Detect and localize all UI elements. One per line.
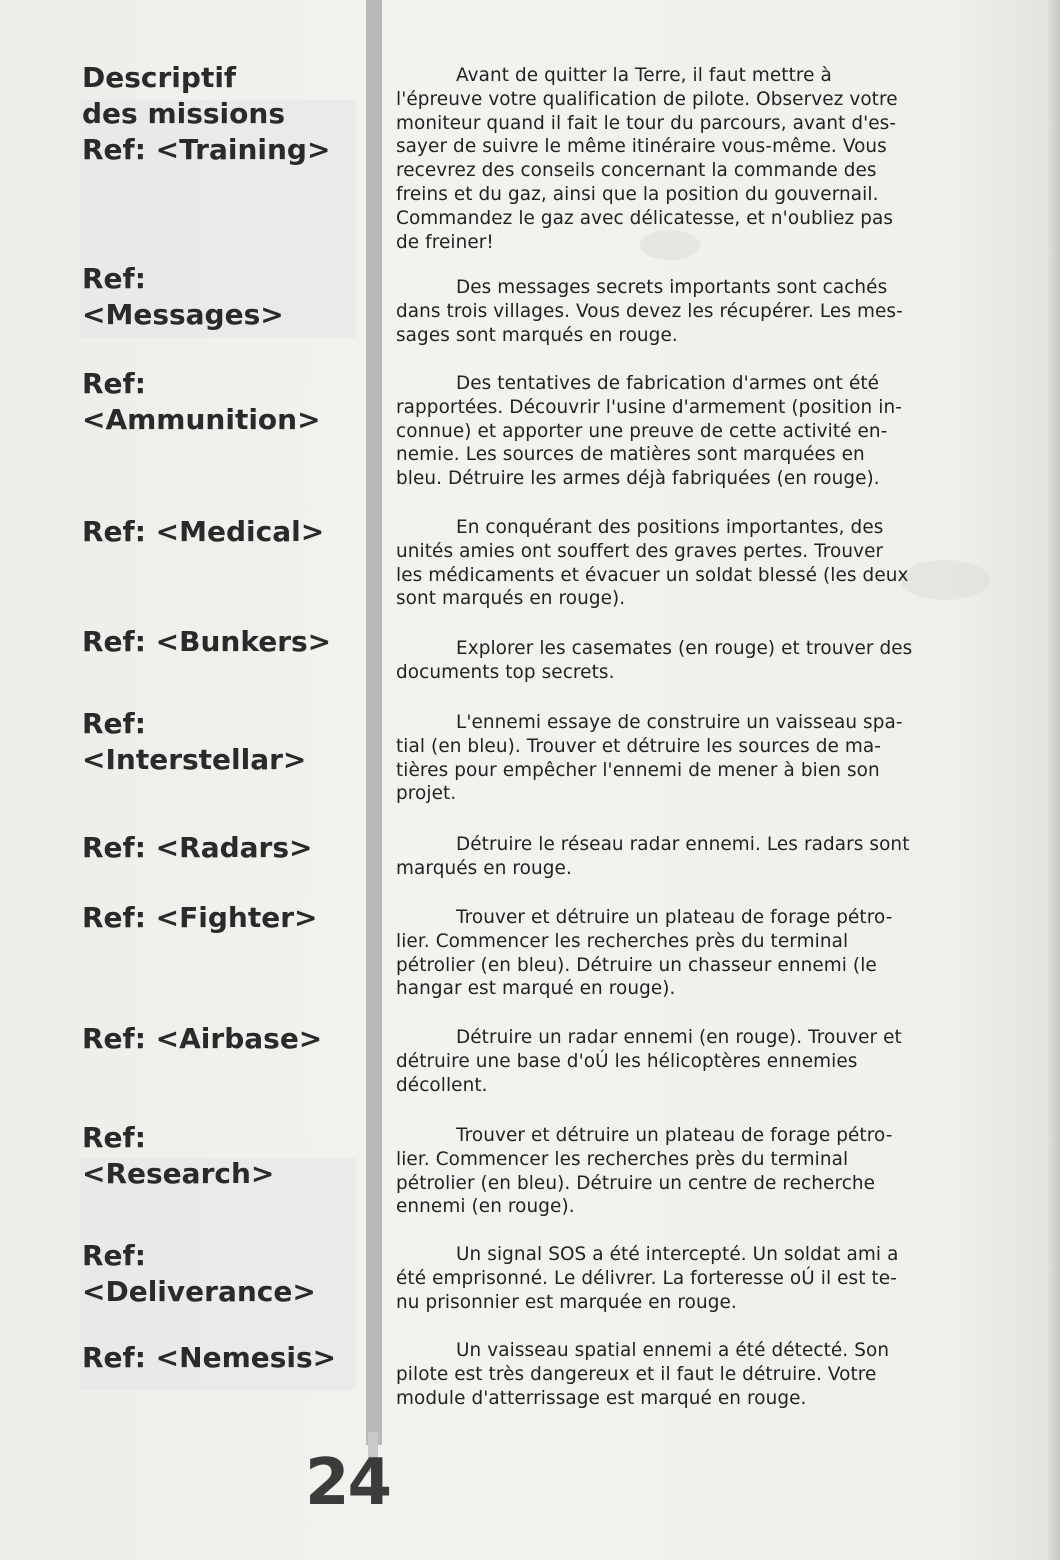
- heading-line: <Interstellar>: [82, 743, 307, 776]
- text-line: de freiner!: [396, 231, 494, 253]
- text-line: sayer de suivre le même itinéraire vous-même. Vous: [396, 136, 887, 158]
- text-line: les médicaments et évacuer un soldat blessé (les deux: [396, 564, 909, 586]
- text-line: Détruire un radar ennemi (en rouge). Trouver et: [456, 1027, 902, 1048]
- text-line: bleu. Détruire les armes déjà fabriquées (en rouge).: [396, 468, 880, 490]
- mission-text-airbase: [396, 1026, 986, 1097]
- mission-heading-bunkers: [82, 624, 362, 660]
- text-line: Commandez le gaz avec délicatesse, et n'oubliez pas: [396, 207, 894, 229]
- text-line: connue) et apporter une preuve de cette activité en-: [396, 420, 888, 442]
- text-line: pétrolier (en bleu). Détruire un centre de recherche: [396, 1172, 876, 1194]
- heading-line: Ref: <Medical>: [82, 515, 325, 548]
- mission-text-deliverance: [396, 1243, 986, 1314]
- text-line: hangar est marqué en rouge).: [396, 978, 676, 1000]
- text-line: Avant de quitter la Terre, il faut mettre à: [456, 65, 832, 86]
- heading-line: des missions: [82, 97, 285, 130]
- text-line: Des tentatives de fabrication d'armes ont été: [456, 373, 880, 394]
- mission-text-research: [396, 1124, 986, 1219]
- mission-text-training: [396, 64, 986, 254]
- mission-heading-interstellar: [82, 706, 362, 778]
- heading-line: <Messages>: [82, 298, 284, 331]
- heading-line: Descriptif: [82, 61, 237, 94]
- mission-heading-nemesis: [82, 1340, 362, 1376]
- text-line: module d'atterrissage est marqué en rouge.: [396, 1387, 807, 1409]
- text-line: tières pour empêcher l'ennemi de mener à bien son: [396, 759, 880, 781]
- mission-text-messages: [396, 276, 986, 347]
- text-line: pilote est très dangereux et il faut le détruire. Votre: [396, 1363, 877, 1385]
- text-line: freins et du gaz, ainsi que la position du gouvernail.: [396, 183, 879, 205]
- mission-text-medical: [396, 516, 986, 611]
- text-line: nu prisonnier est marquée en rouge.: [396, 1291, 737, 1313]
- text-line: Trouver et détruire un plateau de forage pétro-: [456, 907, 893, 928]
- mission-heading-airbase: [82, 1021, 362, 1057]
- text-line: L'ennemi essaye de construire un vaisseau spa-: [456, 712, 903, 733]
- vertical-divider-bar: [366, 0, 382, 1445]
- mission-heading-radars: [82, 830, 362, 866]
- heading-line: Ref: <Nemesis>: [82, 1341, 337, 1374]
- text-line: sages sont marqués en rouge.: [396, 324, 678, 346]
- text-line: ennemi (en rouge).: [396, 1196, 575, 1218]
- mission-heading-medical: [82, 514, 362, 550]
- mission-text-fighter: [396, 906, 986, 1001]
- heading-line: Ref:: [82, 262, 146, 295]
- heading-line: Ref: <Training>: [82, 133, 331, 166]
- mission-text-radars: [396, 833, 986, 881]
- page-number: 24: [305, 1446, 391, 1520]
- text-line: nemie. Les sources de matières sont marquées en: [396, 444, 865, 466]
- heading-line: Ref:: [82, 367, 146, 400]
- text-line: projet.: [396, 783, 457, 805]
- text-line: unités amies ont souffert des graves pertes. Trouver: [396, 540, 884, 562]
- text-line: décollent.: [396, 1074, 488, 1096]
- text-line: détruire une base d'oÚ les hélicoptères ennemies: [396, 1050, 858, 1072]
- text-line: pétrolier (en bleu). Détruire un chasseur ennemi (le: [396, 954, 877, 976]
- text-line: dans trois villages. Vous devez les récupérer. Les mes-: [396, 300, 903, 322]
- mission-heading-ammunition: [82, 366, 362, 438]
- text-line: moniteur quand il fait le tour du parcours, avant d'es-: [396, 112, 897, 134]
- heading-line: Ref:: [82, 707, 146, 740]
- mission-text-nemesis: [396, 1339, 986, 1410]
- text-line: Explorer les casemates (en rouge) et trouver des: [456, 638, 913, 659]
- heading-line: Ref: <Fighter>: [82, 901, 318, 934]
- mission-heading-messages: [82, 261, 362, 333]
- text-line: rapportées. Découvrir l'usine d'armement (position in-: [396, 396, 902, 418]
- heading-line: <Ammunition>: [82, 403, 321, 436]
- mission-text-interstellar: [396, 711, 986, 806]
- mission-text-ammunition: [396, 372, 986, 491]
- text-line: documents top secrets.: [396, 661, 615, 683]
- heading-line: <Research>: [82, 1157, 275, 1190]
- heading-line: Ref: <Radars>: [82, 831, 313, 864]
- text-line: Détruire le réseau radar ennemi. Les radars sont: [456, 834, 910, 855]
- mission-text-bunkers: [396, 637, 986, 685]
- text-line: tial (en bleu). Trouver et détruire les sources de ma-: [396, 735, 881, 757]
- mission-heading-research: [82, 1120, 362, 1192]
- heading-line: <Deliverance>: [82, 1275, 316, 1308]
- text-line: recevrez des conseils concernant la commande des: [396, 160, 877, 182]
- text-line: été emprisonné. Le délivrer. La forteresse oÚ il est te-: [396, 1267, 897, 1289]
- mission-heading-fighter: [82, 900, 362, 936]
- mission-heading-training: [82, 60, 362, 168]
- text-line: Un signal SOS a été intercepté. Un soldat ami a: [456, 1244, 899, 1265]
- text-line: Un vaisseau spatial ennemi a été détecté. Son: [456, 1340, 890, 1361]
- heading-line: Ref: <Airbase>: [82, 1022, 323, 1055]
- heading-line: Ref: <Bunkers>: [82, 625, 332, 658]
- heading-line: Ref:: [82, 1239, 146, 1272]
- text-line: l'épreuve votre qualification de pilote. Observez votre: [396, 88, 898, 110]
- text-line: En conquérant des positions importantes, des: [456, 517, 884, 538]
- page-edge-shadow: [1046, 0, 1060, 1560]
- text-line: lier. Commencer les recherches près du terminal: [396, 1148, 849, 1170]
- text-line: Des messages secrets importants sont cachés: [456, 277, 888, 298]
- text-line: Trouver et détruire un plateau de forage pétro-: [456, 1125, 893, 1146]
- mission-heading-deliverance: [82, 1238, 362, 1310]
- text-line: marqués en rouge.: [396, 857, 572, 879]
- heading-line: Ref:: [82, 1121, 146, 1154]
- text-line: lier. Commencer les recherches près du terminal: [396, 930, 849, 952]
- text-line: sont marqués en rouge).: [396, 588, 626, 610]
